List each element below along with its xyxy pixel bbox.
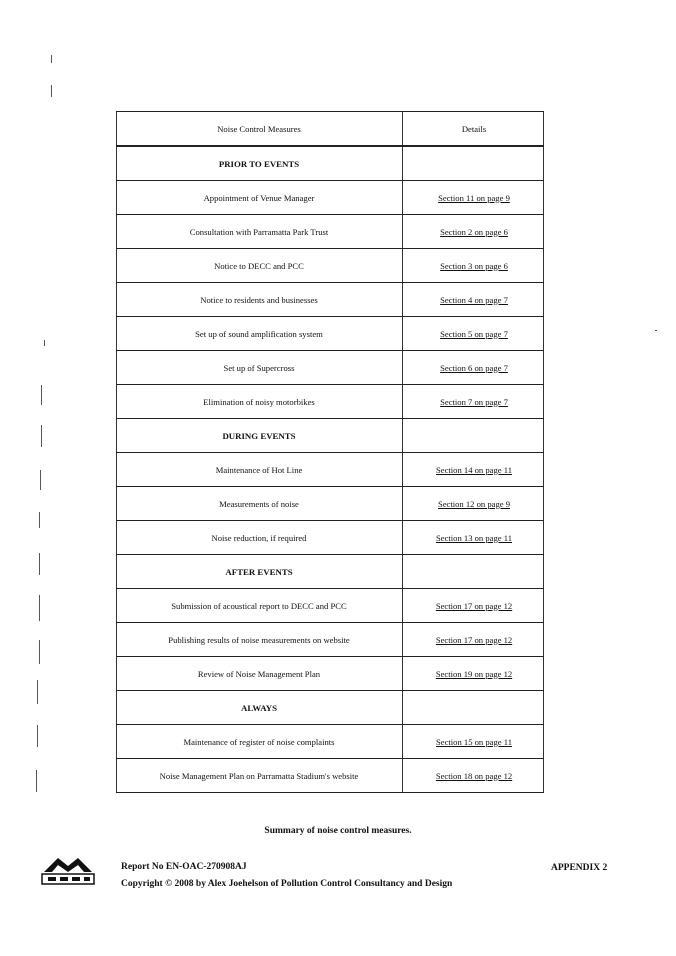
table-row (116, 249, 544, 283)
details-cell: Section 13 on page 11 (435, 532, 513, 543)
details-cell: Section 6 on page 7 (440, 362, 508, 373)
details-cell: Section 14 on page 11 (435, 464, 513, 475)
measure-cell: ALWAYS (240, 702, 278, 713)
measure-cell: PRIOR TO EVENTS (218, 158, 300, 169)
measure-cell: Noise reduction, if required (211, 532, 307, 543)
scan-mark (41, 385, 42, 405)
table-row (116, 351, 544, 385)
details-cell (404, 691, 544, 724)
section-heading-row (116, 146, 544, 181)
details-cell: Section 4 on page 7 (440, 294, 508, 305)
details-cell: Section 11 on page 9 (438, 192, 510, 203)
table-row (116, 385, 544, 419)
company-logo (40, 852, 96, 886)
table-row (116, 521, 544, 555)
scan-mark (37, 725, 38, 747)
scan-mark (51, 55, 52, 63)
details-cell: Section 5 on page 7 (440, 328, 508, 339)
measure-cell: Elimination of noisy motorbikes (203, 396, 315, 407)
table-row (116, 725, 544, 759)
measure-cell: Noise Management Plan on Parramatta Stadium's website (159, 770, 359, 781)
copyright-notice: Copyright © 2008 by Alex Joehelson of Pollution Control Consultancy and Design (121, 879, 453, 889)
table-row (116, 215, 544, 249)
details-cell: Section 3 on page 6 (440, 260, 508, 271)
table-row (116, 487, 544, 521)
measure-cell: Set up of sound amplification system (195, 328, 323, 339)
measure-cell: AFTER EVENTS (225, 566, 293, 577)
table-row (116, 759, 544, 793)
table-row (116, 589, 544, 623)
details-cell: Section 17 on page 12 (435, 634, 513, 645)
details-cell (404, 147, 544, 180)
measure-cell: Maintenance of Hot Line (215, 464, 303, 475)
details-cell (404, 419, 544, 452)
section-heading-row (116, 419, 544, 453)
scan-mark (39, 640, 40, 664)
scan-mark (37, 680, 38, 704)
details-cell: Section 18 on page 12 (435, 770, 513, 781)
column-header-details: Details (461, 123, 487, 134)
appendix-label: APPENDIX 2 (551, 863, 608, 873)
table-header-row (116, 111, 544, 146)
scan-mark (51, 85, 52, 97)
report-number: Report No EN-OAC-270908AJ (121, 862, 247, 872)
details-cell: Section 15 on page 11 (435, 736, 513, 747)
measure-cell: Set up of Supercross (223, 362, 295, 373)
details-cell: Section 19 on page 12 (435, 668, 513, 679)
details-cell: Section 12 on page 9 (437, 498, 511, 509)
table-row (116, 623, 544, 657)
scan-mark (40, 470, 41, 490)
measure-cell: Publishing results of noise measurements on website (168, 634, 350, 645)
table-row (116, 181, 544, 215)
details-cell: Section 17 on page 12 (435, 600, 513, 611)
scan-mark (655, 330, 657, 331)
measure-cell: Consultation with Parramatta Park Trust (189, 226, 329, 237)
measure-cell: Measurements of noise (219, 498, 299, 509)
details-cell: Section 7 on page 7 (440, 396, 508, 407)
scan-mark (39, 512, 40, 528)
table-row (116, 283, 544, 317)
scan-mark (36, 770, 37, 792)
measure-cell: Notice to residents and businesses (200, 294, 318, 305)
table-row (116, 453, 544, 487)
noise-control-table (116, 111, 544, 793)
scan-mark (44, 340, 45, 346)
measure-cell: DURING EVENTS (222, 430, 296, 441)
measure-cell: Appointment of Venue Manager (203, 192, 315, 203)
measure-cell: Notice to DECC and PCC (214, 260, 304, 271)
scan-mark (41, 425, 42, 447)
scan-mark (39, 595, 40, 621)
measure-cell: Maintenance of register of noise complaints (183, 736, 335, 747)
scan-mark (39, 553, 40, 575)
section-heading-row (116, 555, 544, 589)
details-cell: Section 2 on page 6 (440, 226, 508, 237)
table-row (116, 657, 544, 691)
section-heading-row (116, 691, 544, 725)
column-header-measures: Noise Control Measures (217, 123, 301, 134)
table-row (116, 317, 544, 351)
measure-cell: Submission of acoustical report to DECC and PCC (171, 600, 347, 611)
measure-cell: Review of Noise Management Plan (197, 668, 321, 679)
table-caption: Summary of noise control measures. (264, 826, 412, 836)
details-cell (404, 555, 544, 588)
